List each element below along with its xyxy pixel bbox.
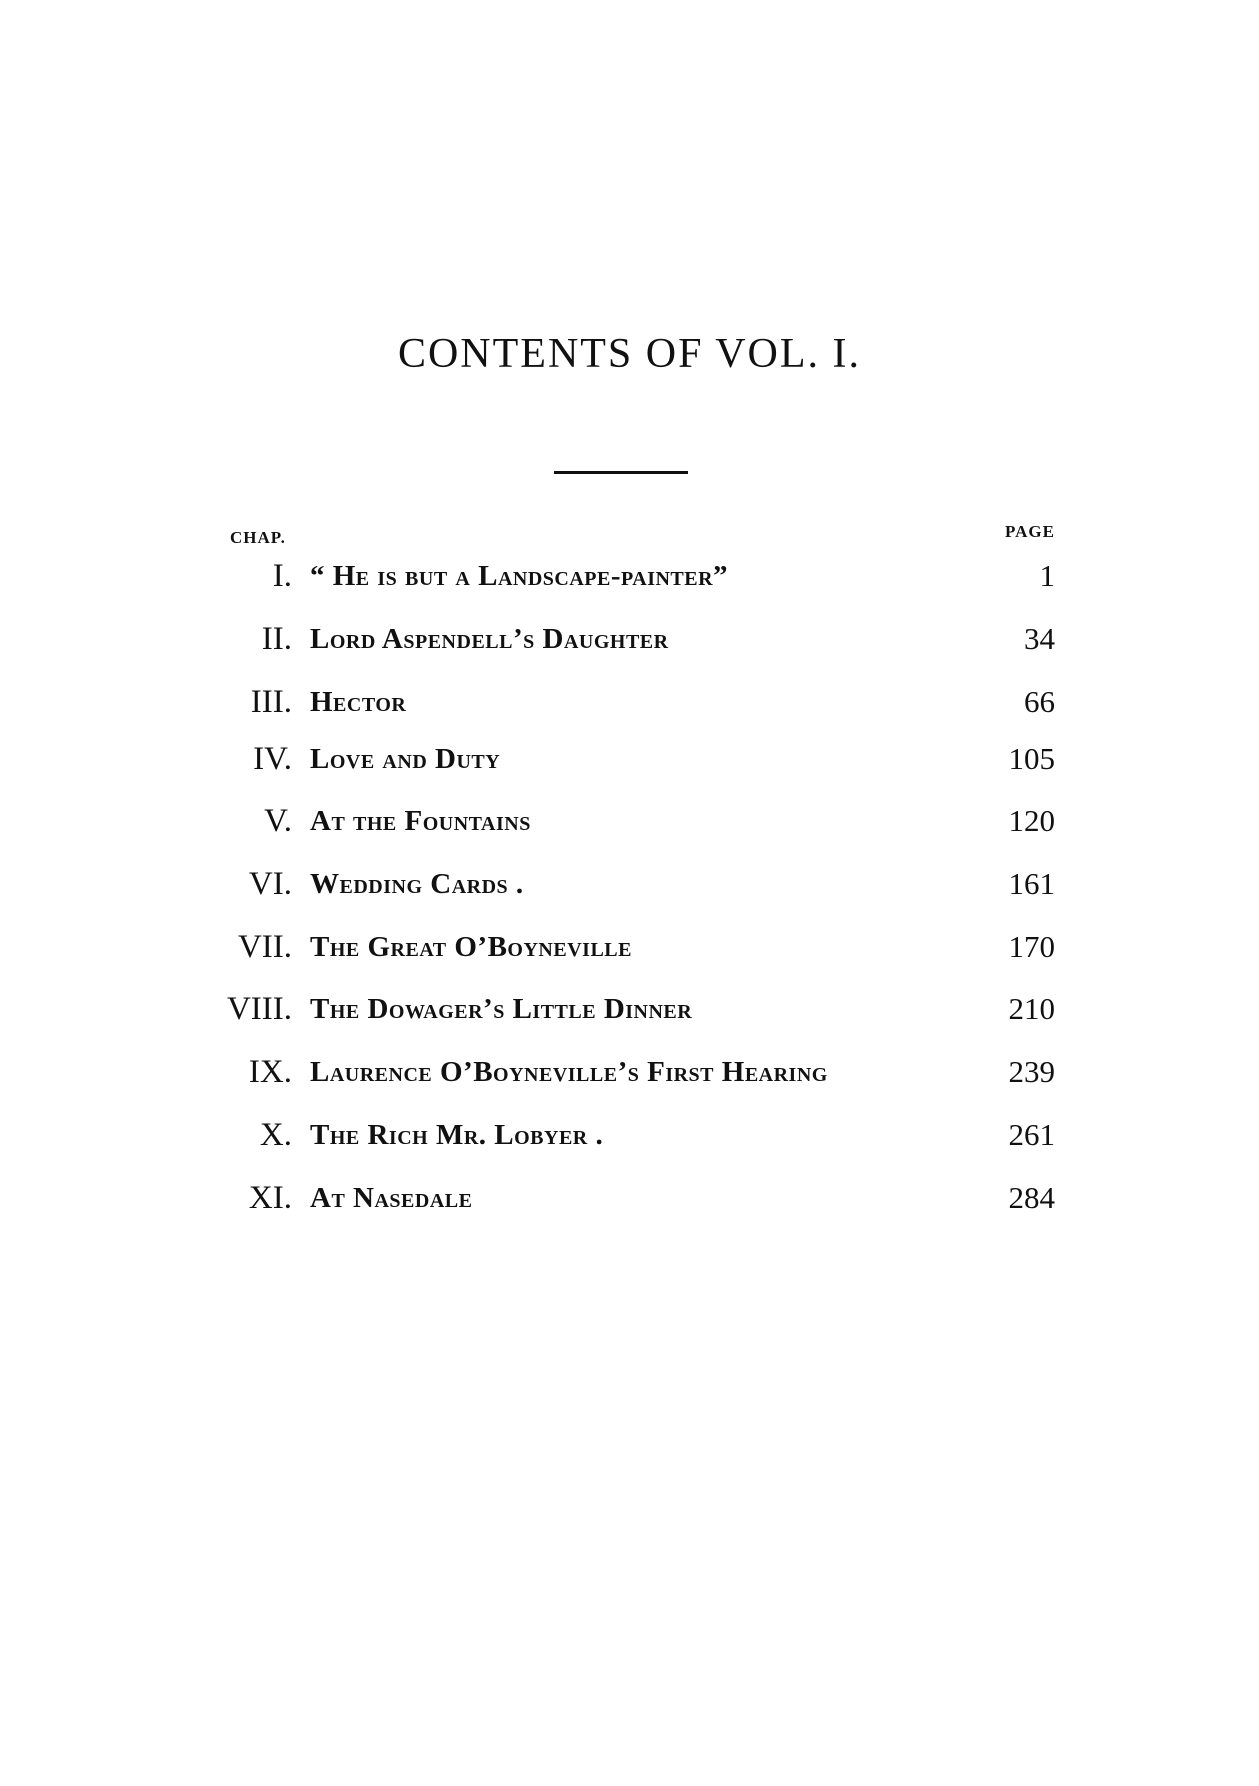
chapter-number: V. [264, 803, 292, 839]
title-rule [554, 471, 688, 474]
chapter-number: VIII. [226, 991, 292, 1027]
contents-entry [0, 1051, 1259, 1101]
contents-entry [0, 1114, 1259, 1164]
chapter-page: 105 [1008, 741, 1055, 776]
chapter-number: IX. [248, 1054, 292, 1090]
contents-entry [0, 681, 1259, 731]
page-title: CONTENTS OF VOL. I. [397, 331, 862, 377]
contents-entry [0, 863, 1259, 913]
chapter-page: 261 [1008, 1117, 1055, 1152]
chapter-number: XI. [248, 1180, 292, 1216]
chapter-page: 1 [1039, 558, 1055, 593]
chapter-title: Laurence O’Boyneville’s First Hearing [310, 1056, 828, 1088]
chapter-page: 34 [1024, 621, 1055, 656]
chapter-page: 210 [1008, 991, 1055, 1026]
chapter-title: The Great O’Boyneville [310, 931, 632, 963]
chapter-number: VI. [248, 866, 292, 902]
chapter-title: The Rich Mr. Lobyer . [310, 1119, 604, 1151]
contents-entry [0, 738, 1259, 788]
chapter-number: III. [250, 684, 292, 720]
chapter-title: Hector [310, 686, 407, 718]
chapter-page: 66 [1024, 684, 1055, 719]
chapter-title: The Dowager’s Little Dinner [310, 993, 693, 1025]
chapter-title: At Nasedale [310, 1182, 473, 1214]
chap-column-header: CHAP. [230, 528, 286, 547]
chapter-number: X. [259, 1117, 292, 1153]
chapter-number: I. [272, 558, 292, 594]
chapter-page: 161 [1008, 866, 1055, 901]
chapter-number: IV. [253, 741, 292, 777]
chapter-title: “ He is but a Landscape-painter” [310, 560, 729, 592]
contents-entry [0, 555, 1259, 605]
chapter-page: 239 [1008, 1054, 1055, 1089]
chapter-page: 284 [1008, 1180, 1055, 1215]
chapter-title: Lord Aspendell’s Daughter [310, 623, 669, 655]
contents-entry [0, 988, 1259, 1038]
chapter-title: Wedding Cards . [310, 868, 524, 900]
contents-entry [0, 800, 1259, 850]
chapter-number: VII. [237, 929, 292, 965]
chapter-number: II. [261, 621, 292, 657]
chapter-title: At the Fountains [310, 805, 531, 837]
contents-entry [0, 618, 1259, 668]
chapter-page: 120 [1008, 803, 1055, 838]
contents-entry [0, 926, 1259, 976]
chapter-title: Love and Duty [310, 743, 501, 775]
page-column-header: PAGE [1005, 522, 1055, 541]
contents-entry [0, 1177, 1259, 1227]
chapter-page: 170 [1008, 929, 1055, 964]
